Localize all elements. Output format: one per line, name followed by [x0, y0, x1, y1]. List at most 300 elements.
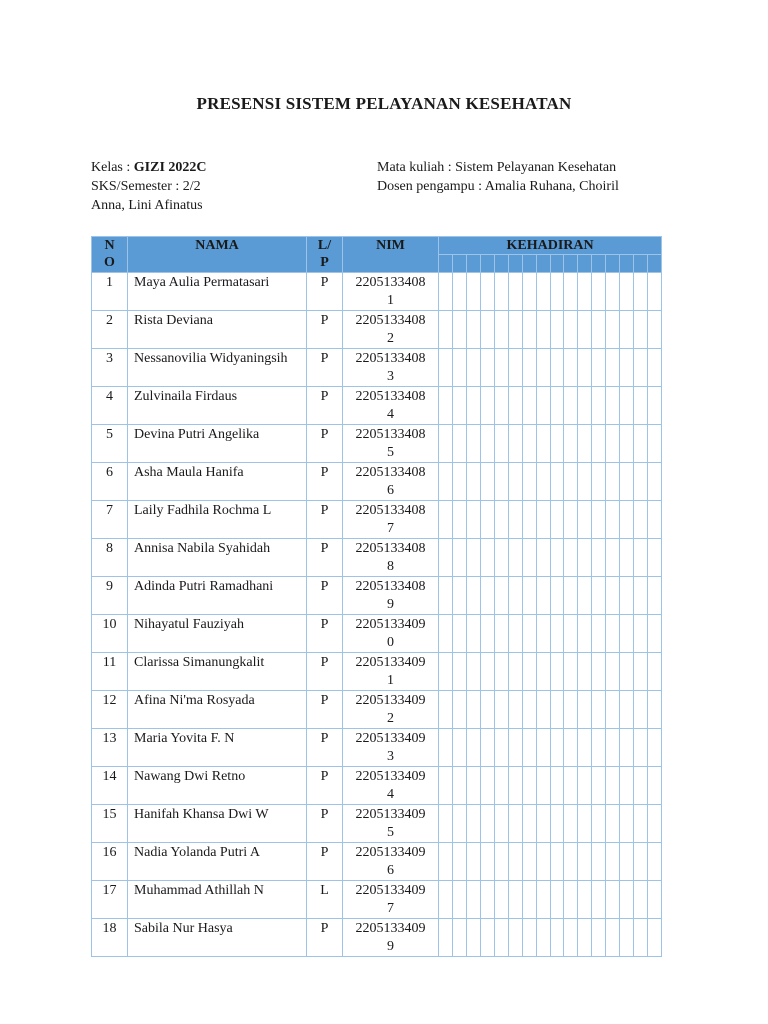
attendance-cell[interactable] — [452, 881, 466, 919]
attendance-cell[interactable] — [564, 843, 578, 881]
attendance-cell[interactable] — [592, 729, 606, 767]
attendance-cell[interactable] — [634, 539, 648, 577]
attendance-cell[interactable] — [452, 729, 466, 767]
attendance-cell[interactable] — [536, 577, 550, 615]
attendance-cell[interactable] — [592, 349, 606, 387]
attendance-cell[interactable] — [439, 843, 453, 881]
attendance-cell[interactable] — [439, 501, 453, 539]
attendance-cell[interactable] — [620, 691, 634, 729]
attendance-cell[interactable] — [452, 349, 466, 387]
attendance-cell[interactable] — [648, 881, 662, 919]
attendance-cell[interactable] — [494, 349, 508, 387]
attendance-cell[interactable] — [508, 273, 522, 311]
attendance-cell[interactable] — [648, 463, 662, 501]
attendance-cell[interactable] — [606, 653, 620, 691]
attendance-cell[interactable] — [550, 653, 564, 691]
attendance-cell[interactable] — [564, 311, 578, 349]
attendance-cell[interactable] — [522, 425, 536, 463]
attendance-cell[interactable] — [592, 691, 606, 729]
attendance-cell[interactable] — [578, 387, 592, 425]
attendance-cell[interactable] — [439, 653, 453, 691]
attendance-cell[interactable] — [620, 843, 634, 881]
attendance-cell[interactable] — [466, 653, 480, 691]
attendance-cell[interactable] — [550, 387, 564, 425]
attendance-cell[interactable] — [620, 349, 634, 387]
student-name: Devina Putri Angelika — [128, 425, 307, 463]
attendance-cell[interactable] — [648, 805, 662, 843]
attendance-cell[interactable] — [494, 805, 508, 843]
attendance-cell[interactable] — [606, 843, 620, 881]
attendance-cell[interactable] — [508, 615, 522, 653]
attendance-cell[interactable] — [564, 805, 578, 843]
student-gender: P — [307, 767, 343, 805]
attendance-cell[interactable] — [592, 311, 606, 349]
attendance-cell[interactable] — [508, 349, 522, 387]
attendance-cell[interactable] — [466, 577, 480, 615]
attendance-cell[interactable] — [522, 881, 536, 919]
attendance-cell[interactable] — [452, 919, 466, 957]
attendance-cell[interactable] — [578, 577, 592, 615]
attendance-cell[interactable] — [522, 311, 536, 349]
attendance-cell[interactable] — [452, 501, 466, 539]
attendance-cell[interactable] — [592, 463, 606, 501]
attendance-cell[interactable] — [439, 311, 453, 349]
attendance-cell[interactable] — [494, 767, 508, 805]
attendance-cell[interactable] — [466, 425, 480, 463]
attendance-cell[interactable] — [494, 843, 508, 881]
attendance-cell[interactable] — [480, 615, 494, 653]
attendance-cell[interactable] — [508, 501, 522, 539]
attendance-cell[interactable] — [592, 425, 606, 463]
student-nim — [343, 425, 439, 463]
attendance-cell[interactable] — [564, 577, 578, 615]
attendance-cell[interactable] — [592, 273, 606, 311]
attendance-cell[interactable] — [508, 805, 522, 843]
student-name: Nessanovilia Widyaningsih — [128, 349, 307, 387]
attendance-cell[interactable] — [620, 615, 634, 653]
attendance-cell[interactable] — [550, 273, 564, 311]
attendance-cell[interactable] — [550, 805, 564, 843]
attendance-cell[interactable] — [522, 919, 536, 957]
attendance-cell[interactable] — [536, 919, 550, 957]
attendance-cell[interactable] — [550, 501, 564, 539]
attendance-cell[interactable] — [508, 425, 522, 463]
attendance-cell[interactable] — [648, 311, 662, 349]
attendance-cell[interactable] — [592, 387, 606, 425]
nim-line2: 6 — [387, 483, 394, 498]
attendance-cell[interactable] — [480, 387, 494, 425]
attendance-cell[interactable] — [578, 805, 592, 843]
attendance-cell[interactable] — [466, 387, 480, 425]
attendance-cell[interactable] — [508, 729, 522, 767]
attendance-cell[interactable] — [439, 463, 453, 501]
attendance-cell[interactable] — [564, 615, 578, 653]
attendance-cell[interactable] — [508, 539, 522, 577]
attendance-cell[interactable] — [634, 615, 648, 653]
attendance-cell[interactable] — [536, 767, 550, 805]
attendance-cell[interactable] — [480, 881, 494, 919]
attendance-cell[interactable] — [466, 615, 480, 653]
header-no — [92, 237, 128, 273]
attendance-cell[interactable] — [648, 425, 662, 463]
attendance-cell[interactable] — [606, 425, 620, 463]
attendance-cell[interactable] — [466, 919, 480, 957]
attendance-cell[interactable] — [452, 539, 466, 577]
attendance-cell[interactable] — [536, 691, 550, 729]
attendance-cell[interactable] — [634, 653, 648, 691]
attendance-cell[interactable] — [550, 881, 564, 919]
attendance-cell[interactable] — [439, 615, 453, 653]
attendance-cell[interactable] — [634, 349, 648, 387]
attendance-cell[interactable] — [620, 805, 634, 843]
attendance-cell[interactable] — [648, 273, 662, 311]
attendance-cell[interactable] — [508, 691, 522, 729]
attendance-cell[interactable] — [494, 615, 508, 653]
attendance-cell[interactable] — [536, 653, 550, 691]
attendance-cell[interactable] — [522, 349, 536, 387]
attendance-cell[interactable] — [634, 729, 648, 767]
attendance-cell[interactable] — [466, 501, 480, 539]
attendance-cell[interactable] — [466, 349, 480, 387]
attendance-cell[interactable] — [536, 349, 550, 387]
attendance-cell[interactable] — [578, 919, 592, 957]
attendance-cell[interactable] — [466, 539, 480, 577]
attendance-cell[interactable] — [620, 539, 634, 577]
attendance-cell[interactable] — [634, 691, 648, 729]
attendance-cell[interactable] — [592, 501, 606, 539]
attendance-cell[interactable] — [606, 805, 620, 843]
attendance-cell[interactable] — [634, 577, 648, 615]
attendance-cell[interactable] — [480, 843, 494, 881]
attendance-cell[interactable] — [578, 615, 592, 653]
attendance-cell[interactable] — [648, 919, 662, 957]
attendance-cell[interactable] — [522, 767, 536, 805]
attendance-cell[interactable] — [634, 387, 648, 425]
attendance-cell[interactable] — [522, 843, 536, 881]
attendance-cell[interactable] — [578, 767, 592, 805]
attendance-cell[interactable] — [452, 273, 466, 311]
attendance-cell[interactable] — [648, 767, 662, 805]
attendance-cell[interactable] — [494, 425, 508, 463]
attendance-cell[interactable] — [508, 767, 522, 805]
attendance-cell[interactable] — [466, 881, 480, 919]
attendance-cell[interactable] — [634, 843, 648, 881]
attendance-cell[interactable] — [564, 767, 578, 805]
attendance-cell[interactable] — [536, 311, 550, 349]
attendance-cell[interactable] — [452, 311, 466, 349]
attendance-cell[interactable] — [592, 539, 606, 577]
attendance-cell[interactable] — [620, 577, 634, 615]
attendance-cell[interactable] — [480, 463, 494, 501]
attendance-cell[interactable] — [550, 843, 564, 881]
attendance-cell[interactable] — [439, 577, 453, 615]
attendance-cell[interactable] — [578, 311, 592, 349]
attendance-cell[interactable] — [550, 615, 564, 653]
attendance-cell[interactable] — [550, 691, 564, 729]
attendance-cell[interactable] — [480, 805, 494, 843]
attendance-cell[interactable] — [606, 387, 620, 425]
attendance-cell[interactable] — [634, 767, 648, 805]
attendance-cell[interactable] — [648, 349, 662, 387]
attendance-cell[interactable] — [634, 501, 648, 539]
attendance-cell[interactable] — [480, 273, 494, 311]
attendance-cell[interactable] — [466, 767, 480, 805]
attendance-cell[interactable] — [550, 767, 564, 805]
attendance-cell[interactable] — [480, 425, 494, 463]
attendance-cell[interactable] — [634, 805, 648, 843]
attendance-cell[interactable] — [634, 425, 648, 463]
attendance-cell[interactable] — [564, 425, 578, 463]
attendance-cell[interactable] — [466, 273, 480, 311]
attendance-cell[interactable] — [522, 653, 536, 691]
attendance-cell[interactable] — [480, 501, 494, 539]
attendance-cell[interactable] — [634, 881, 648, 919]
attendance-cell[interactable] — [452, 425, 466, 463]
attendance-cell[interactable] — [522, 691, 536, 729]
attendance-cell[interactable] — [452, 653, 466, 691]
attendance-cell[interactable] — [648, 501, 662, 539]
attendance-cell[interactable] — [606, 539, 620, 577]
attendance-cell[interactable] — [578, 881, 592, 919]
attendance-cell[interactable] — [494, 919, 508, 957]
attendance-cell[interactable] — [480, 577, 494, 615]
attendance-cell[interactable] — [522, 577, 536, 615]
attendance-cell[interactable] — [494, 653, 508, 691]
attendance-cell[interactable] — [452, 615, 466, 653]
attendance-cell[interactable] — [620, 387, 634, 425]
attendance-cell[interactable] — [439, 805, 453, 843]
attendance-cell[interactable] — [494, 311, 508, 349]
attendance-cell[interactable] — [508, 919, 522, 957]
attendance-cell[interactable] — [648, 843, 662, 881]
attendance-cell[interactable] — [439, 919, 453, 957]
attendance-cell[interactable] — [606, 615, 620, 653]
attendance-cell[interactable] — [439, 691, 453, 729]
attendance-cell[interactable] — [480, 691, 494, 729]
attendance-cell[interactable] — [522, 615, 536, 653]
attendance-cell[interactable] — [578, 729, 592, 767]
kehadiran-subheader-cell — [536, 255, 550, 273]
attendance-cell[interactable] — [634, 311, 648, 349]
attendance-cell[interactable] — [578, 843, 592, 881]
attendance-cell[interactable] — [648, 577, 662, 615]
attendance-cell[interactable] — [494, 729, 508, 767]
attendance-cell[interactable] — [648, 691, 662, 729]
attendance-cell[interactable] — [494, 881, 508, 919]
attendance-cell[interactable] — [578, 539, 592, 577]
attendance-cell[interactable] — [606, 691, 620, 729]
attendance-cell[interactable] — [522, 387, 536, 425]
attendance-cell[interactable] — [480, 311, 494, 349]
attendance-cell[interactable] — [536, 425, 550, 463]
attendance-cell[interactable] — [508, 653, 522, 691]
attendance-cell[interactable] — [606, 311, 620, 349]
attendance-cell[interactable] — [620, 425, 634, 463]
attendance-cell[interactable] — [439, 273, 453, 311]
attendance-cell[interactable] — [466, 805, 480, 843]
attendance-cell[interactable] — [536, 881, 550, 919]
kehadiran-subheader-cell — [480, 255, 494, 273]
attendance-cell[interactable] — [606, 881, 620, 919]
attendance-cell[interactable] — [592, 919, 606, 957]
student-nim — [343, 311, 439, 349]
attendance-cell[interactable] — [634, 919, 648, 957]
attendance-cell[interactable] — [522, 729, 536, 767]
attendance-cell[interactable] — [452, 805, 466, 843]
attendance-cell[interactable] — [578, 273, 592, 311]
attendance-cell[interactable] — [564, 349, 578, 387]
attendance-cell[interactable] — [634, 463, 648, 501]
attendance-cell[interactable] — [452, 843, 466, 881]
attendance-cell[interactable] — [550, 919, 564, 957]
attendance-cell[interactable] — [466, 691, 480, 729]
attendance-cell[interactable] — [522, 539, 536, 577]
attendance-cell[interactable] — [522, 501, 536, 539]
attendance-cell[interactable] — [592, 577, 606, 615]
attendance-cell[interactable] — [564, 881, 578, 919]
attendance-cell[interactable] — [508, 843, 522, 881]
attendance-cell[interactable] — [578, 425, 592, 463]
attendance-cell[interactable] — [550, 463, 564, 501]
attendance-cell[interactable] — [452, 577, 466, 615]
attendance-cell[interactable] — [564, 919, 578, 957]
attendance-cell[interactable] — [439, 767, 453, 805]
attendance-cell[interactable] — [494, 691, 508, 729]
attendance-cell[interactable] — [466, 311, 480, 349]
attendance-cell[interactable] — [606, 767, 620, 805]
attendance-cell[interactable] — [620, 919, 634, 957]
attendance-cell[interactable] — [452, 767, 466, 805]
row-number: 1 — [92, 273, 128, 311]
attendance-cell[interactable] — [439, 387, 453, 425]
attendance-cell[interactable] — [536, 273, 550, 311]
attendance-cell[interactable] — [522, 273, 536, 311]
nim-line2: 9 — [387, 939, 394, 954]
attendance-cell[interactable] — [439, 729, 453, 767]
attendance-cell[interactable] — [648, 615, 662, 653]
attendance-cell[interactable] — [620, 501, 634, 539]
attendance-cell[interactable] — [606, 729, 620, 767]
attendance-cell[interactable] — [480, 539, 494, 577]
attendance-cell[interactable] — [494, 273, 508, 311]
attendance-cell[interactable] — [494, 387, 508, 425]
attendance-cell[interactable] — [508, 387, 522, 425]
attendance-cell[interactable] — [480, 729, 494, 767]
attendance-cell[interactable] — [606, 463, 620, 501]
attendance-cell[interactable] — [494, 539, 508, 577]
attendance-cell[interactable] — [564, 539, 578, 577]
attendance-cell[interactable] — [536, 501, 550, 539]
attendance-cell[interactable] — [439, 349, 453, 387]
attendance-cell[interactable] — [508, 881, 522, 919]
attendance-cell[interactable] — [592, 615, 606, 653]
attendance-cell[interactable] — [466, 843, 480, 881]
attendance-cell[interactable] — [606, 273, 620, 311]
attendance-cell[interactable] — [578, 349, 592, 387]
attendance-cell[interactable] — [648, 539, 662, 577]
attendance-cell[interactable] — [536, 805, 550, 843]
attendance-cell[interactable] — [606, 577, 620, 615]
attendance-cell[interactable] — [550, 577, 564, 615]
attendance-cell[interactable] — [452, 387, 466, 425]
attendance-cell[interactable] — [480, 767, 494, 805]
attendance-cell[interactable] — [536, 539, 550, 577]
attendance-cell[interactable] — [564, 691, 578, 729]
attendance-cell[interactable] — [550, 539, 564, 577]
attendance-cell[interactable] — [578, 653, 592, 691]
attendance-cell[interactable] — [550, 349, 564, 387]
attendance-cell[interactable] — [648, 729, 662, 767]
attendance-cell[interactable] — [536, 615, 550, 653]
attendance-cell[interactable] — [522, 463, 536, 501]
attendance-cell[interactable] — [494, 463, 508, 501]
attendance-cell[interactable] — [466, 729, 480, 767]
attendance-cell[interactable] — [606, 349, 620, 387]
attendance-cell[interactable] — [578, 501, 592, 539]
attendance-cell[interactable] — [452, 463, 466, 501]
attendance-cell[interactable] — [648, 653, 662, 691]
attendance-cell[interactable] — [439, 425, 453, 463]
attendance-cell[interactable] — [452, 691, 466, 729]
attendance-cell[interactable] — [648, 387, 662, 425]
attendance-cell[interactable] — [439, 539, 453, 577]
attendance-cell[interactable] — [620, 311, 634, 349]
attendance-cell[interactable] — [606, 919, 620, 957]
attendance-cell[interactable] — [606, 501, 620, 539]
attendance-cell[interactable] — [550, 425, 564, 463]
attendance-cell[interactable] — [536, 463, 550, 501]
attendance-cell[interactable] — [480, 349, 494, 387]
attendance-cell[interactable] — [564, 501, 578, 539]
attendance-cell[interactable] — [508, 463, 522, 501]
attendance-cell[interactable] — [439, 881, 453, 919]
attendance-cell[interactable] — [592, 881, 606, 919]
attendance-cell[interactable] — [592, 843, 606, 881]
attendance-cell[interactable] — [620, 729, 634, 767]
attendance-cell[interactable] — [508, 577, 522, 615]
student-name: Maria Yovita F. N — [128, 729, 307, 767]
attendance-cell[interactable] — [578, 463, 592, 501]
attendance-cell[interactable] — [564, 273, 578, 311]
attendance-cell[interactable] — [592, 805, 606, 843]
attendance-cell[interactable] — [592, 653, 606, 691]
attendance-cell[interactable] — [536, 729, 550, 767]
attendance-cell[interactable] — [550, 311, 564, 349]
attendance-cell[interactable] — [564, 729, 578, 767]
attendance-cell[interactable] — [494, 577, 508, 615]
attendance-cell[interactable] — [536, 843, 550, 881]
attendance-cell[interactable] — [564, 387, 578, 425]
attendance-cell[interactable] — [480, 919, 494, 957]
attendance-cell[interactable] — [564, 653, 578, 691]
attendance-cell[interactable] — [620, 463, 634, 501]
attendance-cell[interactable] — [634, 273, 648, 311]
attendance-cell[interactable] — [620, 653, 634, 691]
attendance-cell[interactable] — [466, 463, 480, 501]
attendance-cell[interactable] — [620, 273, 634, 311]
attendance-cell[interactable] — [592, 767, 606, 805]
attendance-cell[interactable] — [578, 691, 592, 729]
attendance-cell[interactable] — [522, 805, 536, 843]
attendance-cell[interactable] — [536, 387, 550, 425]
attendance-cell[interactable] — [550, 729, 564, 767]
attendance-cell[interactable] — [494, 501, 508, 539]
attendance-cell[interactable] — [564, 463, 578, 501]
attendance-cell[interactable] — [620, 881, 634, 919]
attendance-cell[interactable] — [620, 767, 634, 805]
attendance-cell[interactable] — [480, 653, 494, 691]
attendance-cell[interactable] — [508, 311, 522, 349]
